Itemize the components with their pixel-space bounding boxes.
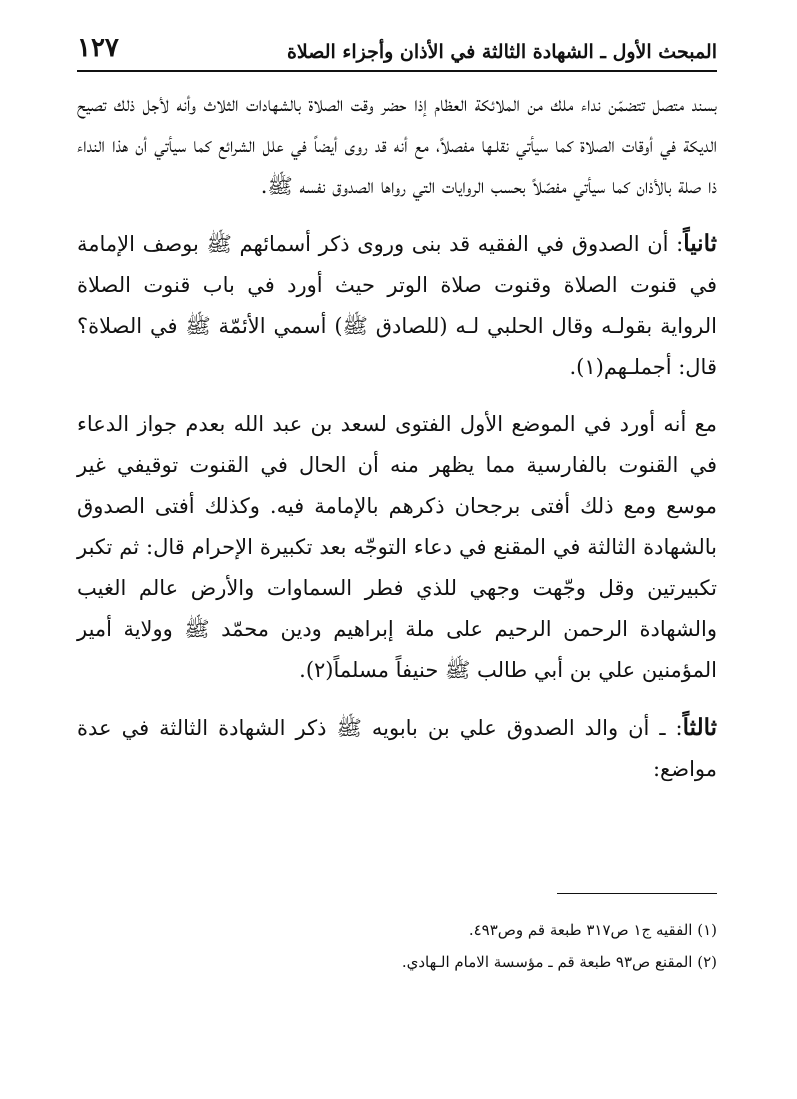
body-text — [77, 84, 717, 790]
paragraph-text: مع أنه أورد في الموضع الأول الفتوى لسعد بن عبد الله بعدم جواز الدعاء في القنوت بالفارسية مما يظهر منه أن الحال في القنوت توقيفي غير موسع ومع ذلك أفتى برجحان ذكرهم بالإمامة فيه. وكذلك أفتى الصدوق بالشهادة الثالثة في المقنع في دعاء التوجّه بعد تكبيرة الإحرام قال: ثم تكبر تكبيرتين وقل وجّهت وجهي للذي فطر السماوات والأرض عالم الغيب والشهادة الرحمن الرحيم على ملة إبراهيم ودين محمّد ﷺ وولاية أمير المؤمنين علي بن أبي طالب ﷺ حنيفاً مسلماً(٢). — [77, 412, 717, 682]
paragraph — [77, 707, 717, 790]
page-number: ١٢٧ — [77, 33, 119, 63]
running-header — [77, 28, 717, 72]
paragraph-text: بسند متصل تتضمّن نداء ملك من الملائكة العظام إذا حضر وقت الصلاة بالشهادات الثلاث وأنه لأجل ذلك تصيح الديكة في أوقات الصلاة كما سيأتي نقلـها مفصلاً، مع أنه قد روى أيضاً في علل الشرائع كما سيأتي أن هذا النداء ذا صلة بالأذان كما سيأتي مفصّلاً بحسب الروايات التي رواها الصدوق نفسه ﷺ. — [77, 92, 717, 198]
footnote-divider — [557, 893, 717, 894]
footnotes — [77, 914, 717, 978]
paragraph-text: : ـ أن والد الصدوق علي بن بابويه ﷺ ذكر الشهادة الثالثة في عدة مواضع: — [77, 716, 717, 781]
paragraph-text: : أن الصدوق في الفقيه قد بنى وروى ذكر أسمائهم ﷺ بوصف الإمامة في قنوت الصلاة وقنوت صلاة الوتر حيث أورد في باب قنوت الصلاة الرواية بقولـه وقال الحلبي لـه (للصادق ﷺ) أسمي الأئمّة ﷺ في الصلاة؟ قال: أجملـهم(١). — [77, 232, 717, 379]
paragraph-lead: ثالثاً — [682, 714, 717, 741]
footnote: (١) الفقيه ج١ ص٣١٧ طبعة قم وص٤٩٣. — [468, 921, 717, 939]
paragraph — [77, 223, 717, 388]
paragraph-lead: ثانياً — [683, 230, 717, 257]
paragraph — [77, 404, 717, 691]
footnote: (٢) المقنع ص٩٣ طبعة قم ـ مؤسسة الامام الـهادي. — [401, 953, 717, 971]
header-title: المبحث الأول ـ الشهادة الثالثة في الأذان وأجزاء الصلاة — [286, 41, 717, 63]
paragraph — [77, 84, 717, 207]
